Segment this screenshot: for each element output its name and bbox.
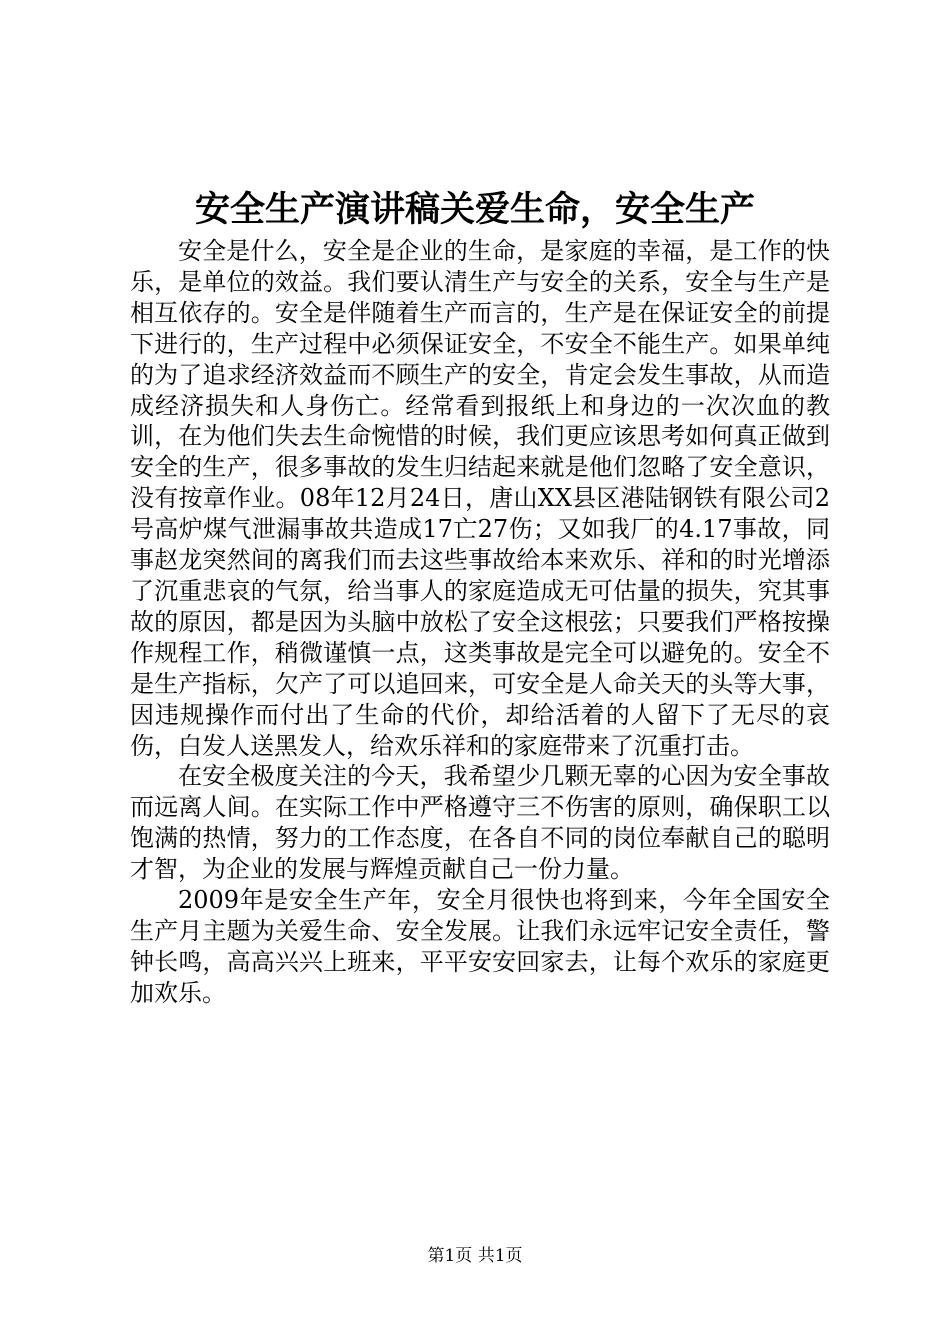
paragraph-3: 2009年是安全生产年，安全月很快也将到来，今年全国安全生产月主题为关爱生命、安全发展。让我们永远牢记安全责任，警钟长鸣，高高兴兴上班来，平平安安回家去，让每个欢乐的家庭更加欢乐。 bbox=[130, 886, 830, 1007]
paragraph-1: 安全是什么，安全是企业的生命，是家庭的幸福，是工作的快乐，是单位的效益。我们要认清生产与安全的关系，安全与生产是相互依存的。安全是伴随着生产而言的，生产是在保证安全的前提下进行的，生产过程中必须保证安全，不安全不能生产。如果单纯的为了追求经济效益而不顾生产的安全，肯定会发生事故，从而造成经济损失和人身伤亡。经常看到报纸上和身边的一次次血的教训，在为他们失去生命惋惜的时候，我们更应该思考如何真正做到安全的生产，很多事故的发生归结起来就是他们忽略了安全意识，没有按章作业。08年12月24日，唐山XX县区港陆钢铁有限公司2号高炉煤气泄漏事故共造成17亡27伤；又如我厂的4.17事故，同事赵龙突然间的离我们而去这些事故给本来欢乐、祥和的时光增添了沉重悲哀的气氛，给当事人的家庭造成无可估量的损失，究其事故的原因，都是因为头脑中放松了安全这根弦；只要我们严格按操作规程工作，稍微谨慎一点，这类事故是完全可以避免的。安全不是生产指标，欠产了可以追回来，可安全是人命关天的头等大事，因违规操作而付出了生命的代价，却给活着的人留下了无尽的哀伤，白发人送黑发人，给欢乐祥和的家庭带来了沉重打击。 bbox=[130, 237, 830, 760]
page-number-footer: 第1页 共1页 bbox=[427, 1246, 523, 1266]
paragraph-2: 在安全极度关注的今天，我希望少几颗无辜的心因为安全事故而远离人间。在实际工作中严格遵守三不伤害的原则，确保职工以饱满的热情，努力的工作态度，在各自不同的岗位奉献自己的聪明才智，为企业的发展与辉煌贡献自己一份力量。 bbox=[130, 762, 830, 884]
document-title: 安全生产演讲稿关爱生命，安全生产 bbox=[194, 189, 755, 230]
document-body bbox=[130, 236, 830, 1009]
